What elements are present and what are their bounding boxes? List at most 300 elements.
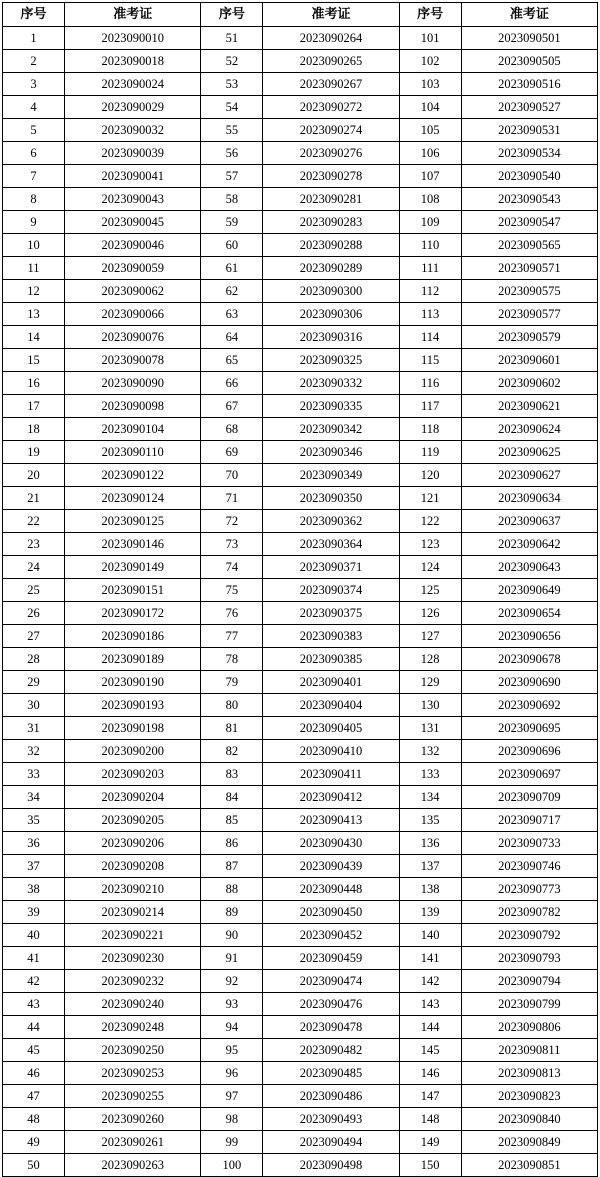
exam-id-cell: 2023090306 [263, 303, 399, 326]
seq-cell: 119 [399, 441, 461, 464]
exam-id-cell: 2023090029 [65, 96, 201, 119]
seq-cell: 16 [3, 372, 65, 395]
seq-cell: 102 [399, 50, 461, 73]
seq-cell: 94 [201, 1016, 263, 1039]
seq-cell: 132 [399, 740, 461, 763]
seq-cell: 32 [3, 740, 65, 763]
seq-cell: 125 [399, 579, 461, 602]
exam-id-cell: 2023090746 [461, 855, 597, 878]
exam-id-cell: 2023090151 [65, 579, 201, 602]
seq-cell: 145 [399, 1039, 461, 1062]
seq-cell: 7 [3, 165, 65, 188]
exam-id-cell: 2023090501 [461, 27, 597, 50]
table-row [3, 556, 598, 579]
table-row [3, 418, 598, 441]
seq-cell: 70 [201, 464, 263, 487]
exam-id-cell: 2023090124 [65, 487, 201, 510]
table-row [3, 349, 598, 372]
seq-cell: 108 [399, 188, 461, 211]
exam-id-cell: 2023090571 [461, 257, 597, 280]
seq-cell: 150 [399, 1154, 461, 1177]
seq-cell: 130 [399, 694, 461, 717]
seq-cell: 62 [201, 280, 263, 303]
exam-id-cell: 2023090642 [461, 533, 597, 556]
table-row [3, 142, 598, 165]
exam-id-cell: 2023090325 [263, 349, 399, 372]
table-row [3, 27, 598, 50]
exam-id-cell: 2023090811 [461, 1039, 597, 1062]
exam-id-cell: 2023090624 [461, 418, 597, 441]
exam-id-cell: 2023090782 [461, 901, 597, 924]
seq-cell: 144 [399, 1016, 461, 1039]
exam-id-cell: 2023090206 [65, 832, 201, 855]
seq-cell: 71 [201, 487, 263, 510]
seq-cell: 30 [3, 694, 65, 717]
exam-id-cell: 2023090534 [461, 142, 597, 165]
table-row [3, 832, 598, 855]
table-row [3, 395, 598, 418]
exam-id-cell: 2023090401 [263, 671, 399, 694]
exam-id-cell: 2023090208 [65, 855, 201, 878]
exam-id-cell: 2023090253 [65, 1062, 201, 1085]
seq-cell: 61 [201, 257, 263, 280]
exam-id-cell: 2023090851 [461, 1154, 597, 1177]
exam-id-cell: 2023090272 [263, 96, 399, 119]
exam-id-cell: 2023090625 [461, 441, 597, 464]
exam-id-cell: 2023090204 [65, 786, 201, 809]
table-row [3, 1039, 598, 1062]
seq-cell: 50 [3, 1154, 65, 1177]
exam-id-cell: 2023090792 [461, 924, 597, 947]
exam-id-cell: 2023090274 [263, 119, 399, 142]
exam-id-cell: 2023090104 [65, 418, 201, 441]
exam-id-cell: 2023090032 [65, 119, 201, 142]
seq-cell: 34 [3, 786, 65, 809]
exam-id-cell: 2023090452 [263, 924, 399, 947]
exam-id-cell: 2023090547 [461, 211, 597, 234]
seq-cell: 54 [201, 96, 263, 119]
exam-id-cell: 2023090579 [461, 326, 597, 349]
seq-cell: 45 [3, 1039, 65, 1062]
exam-id-cell: 2023090205 [65, 809, 201, 832]
seq-cell: 115 [399, 349, 461, 372]
exam-id-cell: 2023090265 [263, 50, 399, 73]
exam-id-cell: 2023090371 [263, 556, 399, 579]
exam-id-cell: 2023090281 [263, 188, 399, 211]
table-row [3, 786, 598, 809]
exam-id-cell: 2023090486 [263, 1085, 399, 1108]
seq-cell: 106 [399, 142, 461, 165]
seq-cell: 82 [201, 740, 263, 763]
exam-id-cell: 2023090695 [461, 717, 597, 740]
seq-cell: 40 [3, 924, 65, 947]
exam-id-cell: 2023090230 [65, 947, 201, 970]
table-row [3, 717, 598, 740]
exam-id-cell: 2023090717 [461, 809, 597, 832]
seq-cell: 2 [3, 50, 65, 73]
seq-cell: 72 [201, 510, 263, 533]
exam-id-cell: 2023090066 [65, 303, 201, 326]
table-row [3, 625, 598, 648]
header-seq-1: 序号 [3, 3, 65, 27]
table-row [3, 694, 598, 717]
seq-cell: 124 [399, 556, 461, 579]
exam-id-cell: 2023090041 [65, 165, 201, 188]
seq-cell: 66 [201, 372, 263, 395]
exam-id-cell: 2023090482 [263, 1039, 399, 1062]
table-row [3, 1062, 598, 1085]
seq-cell: 31 [3, 717, 65, 740]
exam-id-cell: 2023090186 [65, 625, 201, 648]
table-row [3, 878, 598, 901]
table-row [3, 1016, 598, 1039]
seq-cell: 85 [201, 809, 263, 832]
exam-id-cell: 2023090621 [461, 395, 597, 418]
exam-id-cell: 2023090690 [461, 671, 597, 694]
seq-cell: 89 [201, 901, 263, 924]
seq-cell: 38 [3, 878, 65, 901]
exam-id-cell: 2023090643 [461, 556, 597, 579]
seq-cell: 129 [399, 671, 461, 694]
exam-id-cell: 2023090413 [263, 809, 399, 832]
seq-cell: 24 [3, 556, 65, 579]
exam-id-cell: 2023090654 [461, 602, 597, 625]
exam-id-cell: 2023090214 [65, 901, 201, 924]
seq-cell: 110 [399, 234, 461, 257]
exam-id-cell: 2023090010 [65, 27, 201, 50]
exam-id-cell: 2023090062 [65, 280, 201, 303]
seq-cell: 112 [399, 280, 461, 303]
seq-cell: 29 [3, 671, 65, 694]
header-seq-3: 序号 [399, 3, 461, 27]
exam-id-cell: 2023090122 [65, 464, 201, 487]
exam-id-cell: 2023090439 [263, 855, 399, 878]
seq-cell: 55 [201, 119, 263, 142]
table-row [3, 947, 598, 970]
exam-id-cell: 2023090059 [65, 257, 201, 280]
seq-cell: 80 [201, 694, 263, 717]
seq-cell: 117 [399, 395, 461, 418]
seq-cell: 27 [3, 625, 65, 648]
exam-id-cell: 2023090823 [461, 1085, 597, 1108]
seq-cell: 97 [201, 1085, 263, 1108]
exam-id-cell: 2023090189 [65, 648, 201, 671]
seq-cell: 84 [201, 786, 263, 809]
seq-cell: 107 [399, 165, 461, 188]
exam-id-cell: 2023090098 [65, 395, 201, 418]
seq-cell: 4 [3, 96, 65, 119]
table-row [3, 1131, 598, 1154]
exam-id-cell: 2023090430 [263, 832, 399, 855]
table-row [3, 1085, 598, 1108]
exam-id-cell: 2023090260 [65, 1108, 201, 1131]
exam-id-cell: 2023090110 [65, 441, 201, 464]
table-row [3, 510, 598, 533]
exam-id-table [2, 2, 598, 1177]
seq-cell: 92 [201, 970, 263, 993]
table-row [3, 924, 598, 947]
seq-cell: 105 [399, 119, 461, 142]
exam-id-cell: 2023090476 [263, 993, 399, 1016]
table-row [3, 372, 598, 395]
seq-cell: 100 [201, 1154, 263, 1177]
seq-cell: 91 [201, 947, 263, 970]
exam-id-cell: 2023090346 [263, 441, 399, 464]
exam-id-cell: 2023090404 [263, 694, 399, 717]
seq-cell: 22 [3, 510, 65, 533]
table-row [3, 602, 598, 625]
exam-id-cell: 2023090190 [65, 671, 201, 694]
exam-id-cell: 2023090240 [65, 993, 201, 1016]
exam-id-cell: 2023090149 [65, 556, 201, 579]
exam-id-cell: 2023090200 [65, 740, 201, 763]
exam-id-cell: 2023090527 [461, 96, 597, 119]
exam-id-cell: 2023090335 [263, 395, 399, 418]
table-row [3, 165, 598, 188]
exam-id-cell: 2023090565 [461, 234, 597, 257]
seq-cell: 118 [399, 418, 461, 441]
seq-cell: 83 [201, 763, 263, 786]
exam-id-cell: 2023090210 [65, 878, 201, 901]
seq-cell: 3 [3, 73, 65, 96]
exam-id-cell: 2023090300 [263, 280, 399, 303]
table-row [3, 763, 598, 786]
exam-id-cell: 2023090494 [263, 1131, 399, 1154]
seq-cell: 75 [201, 579, 263, 602]
seq-cell: 86 [201, 832, 263, 855]
exam-id-cell: 2023090248 [65, 1016, 201, 1039]
table-row [3, 533, 598, 556]
seq-cell: 88 [201, 878, 263, 901]
seq-cell: 10 [3, 234, 65, 257]
seq-cell: 49 [3, 1131, 65, 1154]
exam-id-cell: 2023090039 [65, 142, 201, 165]
table-row [3, 1154, 598, 1177]
seq-cell: 103 [399, 73, 461, 96]
seq-cell: 142 [399, 970, 461, 993]
seq-cell: 139 [399, 901, 461, 924]
exam-id-cell: 2023090349 [263, 464, 399, 487]
exam-id-cell: 2023090255 [65, 1085, 201, 1108]
exam-id-cell: 2023090634 [461, 487, 597, 510]
seq-cell: 138 [399, 878, 461, 901]
exam-id-cell: 2023090146 [65, 533, 201, 556]
seq-cell: 116 [399, 372, 461, 395]
exam-id-cell: 2023090375 [263, 602, 399, 625]
exam-id-cell: 2023090018 [65, 50, 201, 73]
exam-id-cell: 2023090474 [263, 970, 399, 993]
seq-cell: 53 [201, 73, 263, 96]
seq-cell: 78 [201, 648, 263, 671]
seq-cell: 17 [3, 395, 65, 418]
exam-id-cell: 2023090385 [263, 648, 399, 671]
seq-cell: 76 [201, 602, 263, 625]
exam-id-cell: 2023090696 [461, 740, 597, 763]
table-row [3, 671, 598, 694]
exam-id-cell: 2023090198 [65, 717, 201, 740]
exam-id-cell: 2023090709 [461, 786, 597, 809]
seq-cell: 146 [399, 1062, 461, 1085]
seq-cell: 33 [3, 763, 65, 786]
seq-cell: 90 [201, 924, 263, 947]
exam-id-cell: 2023090411 [263, 763, 399, 786]
exam-id-cell: 2023090649 [461, 579, 597, 602]
seq-cell: 39 [3, 901, 65, 924]
exam-id-cell: 2023090232 [65, 970, 201, 993]
seq-cell: 73 [201, 533, 263, 556]
table-row [3, 487, 598, 510]
seq-cell: 99 [201, 1131, 263, 1154]
seq-cell: 81 [201, 717, 263, 740]
seq-cell: 56 [201, 142, 263, 165]
exam-id-cell: 2023090090 [65, 372, 201, 395]
seq-cell: 15 [3, 349, 65, 372]
exam-id-cell: 2023090485 [263, 1062, 399, 1085]
table-row [3, 326, 598, 349]
exam-id-cell: 2023090602 [461, 372, 597, 395]
seq-cell: 109 [399, 211, 461, 234]
seq-cell: 122 [399, 510, 461, 533]
exam-id-cell: 2023090478 [263, 1016, 399, 1039]
exam-id-cell: 2023090498 [263, 1154, 399, 1177]
seq-cell: 87 [201, 855, 263, 878]
seq-cell: 121 [399, 487, 461, 510]
exam-id-cell: 2023090448 [263, 878, 399, 901]
seq-cell: 60 [201, 234, 263, 257]
exam-id-cell: 2023090316 [263, 326, 399, 349]
exam-id-cell: 2023090678 [461, 648, 597, 671]
seq-cell: 140 [399, 924, 461, 947]
header-exam-id-1: 准考证 [65, 3, 201, 27]
seq-cell: 104 [399, 96, 461, 119]
exam-id-cell: 2023090125 [65, 510, 201, 533]
header-exam-id-2: 准考证 [263, 3, 399, 27]
exam-id-cell: 2023090813 [461, 1062, 597, 1085]
table-row [3, 970, 598, 993]
table-row [3, 280, 598, 303]
table-row [3, 50, 598, 73]
table-row [3, 901, 598, 924]
seq-cell: 21 [3, 487, 65, 510]
table-row [3, 119, 598, 142]
exam-id-cell: 2023090799 [461, 993, 597, 1016]
seq-cell: 93 [201, 993, 263, 1016]
seq-cell: 148 [399, 1108, 461, 1131]
exam-id-cell: 2023090043 [65, 188, 201, 211]
exam-id-cell: 2023090794 [461, 970, 597, 993]
seq-cell: 13 [3, 303, 65, 326]
exam-id-cell: 2023090531 [461, 119, 597, 142]
seq-cell: 28 [3, 648, 65, 671]
exam-id-cell: 2023090374 [263, 579, 399, 602]
seq-cell: 127 [399, 625, 461, 648]
exam-id-cell: 2023090076 [65, 326, 201, 349]
exam-id-cell: 2023090283 [263, 211, 399, 234]
seq-cell: 136 [399, 832, 461, 855]
exam-id-cell: 2023090332 [263, 372, 399, 395]
exam-id-cell: 2023090697 [461, 763, 597, 786]
seq-cell: 113 [399, 303, 461, 326]
seq-cell: 9 [3, 211, 65, 234]
seq-cell: 48 [3, 1108, 65, 1131]
table-row [3, 1108, 598, 1131]
exam-id-cell: 2023090364 [263, 533, 399, 556]
exam-id-cell: 2023090405 [263, 717, 399, 740]
seq-cell: 59 [201, 211, 263, 234]
table-row [3, 809, 598, 832]
exam-id-cell: 2023090264 [263, 27, 399, 50]
exam-id-cell: 2023090342 [263, 418, 399, 441]
exam-id-cell: 2023090733 [461, 832, 597, 855]
seq-cell: 51 [201, 27, 263, 50]
exam-id-cell: 2023090543 [461, 188, 597, 211]
exam-id-cell: 2023090516 [461, 73, 597, 96]
seq-cell: 68 [201, 418, 263, 441]
table-row [3, 234, 598, 257]
seq-cell: 96 [201, 1062, 263, 1085]
exam-id-cell: 2023090692 [461, 694, 597, 717]
exam-id-cell: 2023090575 [461, 280, 597, 303]
exam-id-cell: 2023090577 [461, 303, 597, 326]
seq-cell: 18 [3, 418, 65, 441]
table-row [3, 211, 598, 234]
seq-cell: 58 [201, 188, 263, 211]
seq-cell: 12 [3, 280, 65, 303]
seq-cell: 120 [399, 464, 461, 487]
seq-cell: 46 [3, 1062, 65, 1085]
table-header-row [3, 3, 598, 27]
exam-id-cell: 2023090250 [65, 1039, 201, 1062]
seq-cell: 14 [3, 326, 65, 349]
seq-cell: 57 [201, 165, 263, 188]
exam-id-cell: 2023090637 [461, 510, 597, 533]
seq-cell: 65 [201, 349, 263, 372]
exam-id-cell: 2023090278 [263, 165, 399, 188]
seq-cell: 44 [3, 1016, 65, 1039]
exam-id-cell: 2023090078 [65, 349, 201, 372]
table-row [3, 303, 598, 326]
exam-id-cell: 2023090540 [461, 165, 597, 188]
table-row [3, 73, 598, 96]
table-row [3, 648, 598, 671]
exam-id-cell: 2023090505 [461, 50, 597, 73]
seq-cell: 137 [399, 855, 461, 878]
exam-id-cell: 2023090221 [65, 924, 201, 947]
table-row [3, 464, 598, 487]
exam-id-cell: 2023090350 [263, 487, 399, 510]
exam-id-cell: 2023090459 [263, 947, 399, 970]
exam-id-cell: 2023090276 [263, 142, 399, 165]
seq-cell: 19 [3, 441, 65, 464]
seq-cell: 63 [201, 303, 263, 326]
seq-cell: 47 [3, 1085, 65, 1108]
seq-cell: 23 [3, 533, 65, 556]
seq-cell: 69 [201, 441, 263, 464]
seq-cell: 131 [399, 717, 461, 740]
exam-id-cell: 2023090493 [263, 1108, 399, 1131]
exam-id-cell: 2023090203 [65, 763, 201, 786]
exam-id-cell: 2023090601 [461, 349, 597, 372]
exam-id-cell: 2023090849 [461, 1131, 597, 1154]
seq-cell: 36 [3, 832, 65, 855]
table-row [3, 257, 598, 280]
exam-id-cell: 2023090046 [65, 234, 201, 257]
seq-cell: 20 [3, 464, 65, 487]
seq-cell: 134 [399, 786, 461, 809]
exam-id-cell: 2023090362 [263, 510, 399, 533]
exam-id-cell: 2023090193 [65, 694, 201, 717]
seq-cell: 6 [3, 142, 65, 165]
